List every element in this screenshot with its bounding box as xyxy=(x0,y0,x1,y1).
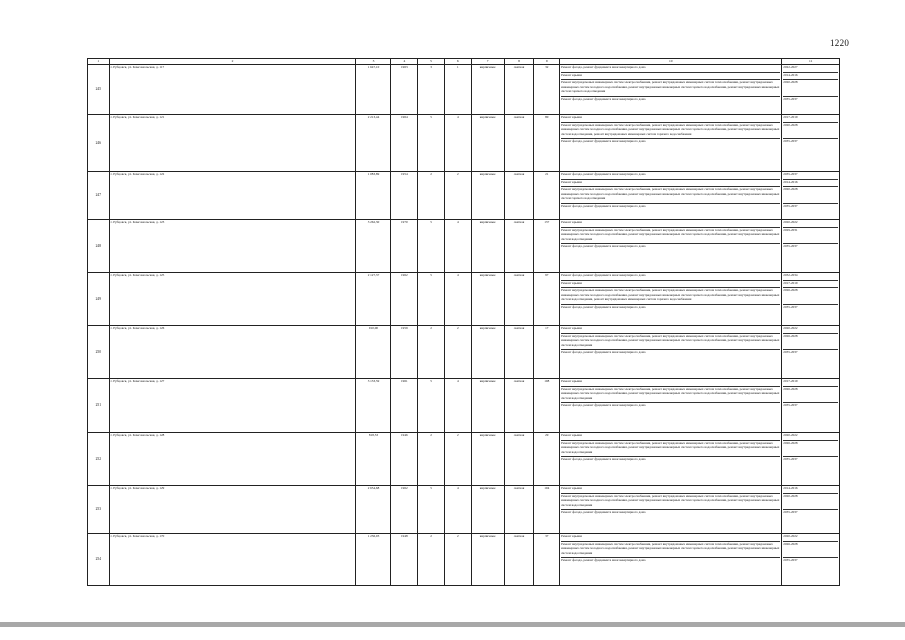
work-item: Ремонт крыши xyxy=(561,534,780,542)
work-item: Ремонт фасада, ремонт фундамента многоквартирного дома xyxy=(561,403,646,407)
work-period: 2029-2031 xyxy=(783,228,838,245)
work-period: 2020-2022 xyxy=(783,433,838,441)
work-period: 2035-2037 xyxy=(783,558,798,562)
work-period: 2035-2037 xyxy=(783,172,838,180)
work-item: Ремонт фасада, ремонт фундамента многоквартирного дома xyxy=(561,65,780,73)
work-period: 2022-2027 xyxy=(783,65,838,73)
entrances-cell: 2 xyxy=(444,534,471,586)
periods-cell xyxy=(782,379,840,433)
wall-material-cell: кирпичные xyxy=(471,433,504,486)
year-cell: 1964 xyxy=(391,115,418,172)
row-number: 253 xyxy=(88,486,110,534)
work-item: Ремонт фасада, ремонт фундамента многоквартирного дома xyxy=(561,244,646,248)
work-item: Ремонт фасада, ремонт фундамента многоквартирного дома xyxy=(561,139,646,143)
works-cell xyxy=(560,379,782,433)
periods-cell xyxy=(782,115,840,172)
table-row xyxy=(88,379,840,433)
address-cell: г. Рубцовск, ул. Комсомольская, д. 127 xyxy=(109,379,356,433)
work-period: 2017-2019 xyxy=(783,115,838,123)
work-period: 2014-2016 xyxy=(783,73,838,81)
work-period: 2020-2028 xyxy=(783,494,838,511)
table-row xyxy=(88,65,840,115)
residents-cell: 37 xyxy=(534,534,560,586)
work-item: Ремонт фасада, ремонт фундамента многоквартирного дома xyxy=(561,304,646,309)
works-cell xyxy=(560,172,782,220)
header-cell: 10 xyxy=(560,59,782,65)
wall-material-cell: кирпичные xyxy=(471,534,504,586)
work-item: Ремонт крыши xyxy=(561,379,780,387)
year-cell: 1954 xyxy=(391,172,418,220)
work-item: Ремонт внутридомовых инженерных систем электроснабжения, ремонт внутридомовых инженерных систем теплоснабжения, ремонт внутридомовых инженерных систем холодного водоснабжения, ремонт внутридомовых инженерных систем горячего водоснабжения, ремонт внутридомовых инженерных систем водоотведения xyxy=(561,441,780,458)
area-cell: 2 654,68 xyxy=(356,486,391,534)
work-item: Ремонт внутридомовых инженерных систем электроснабжения, ремонт внутридомовых инженерных систем теплоснабжения, ремонт внутридомовых инженерных систем холодного водоснабжения, ремонт внутридомовых инженерных систем горячего водоснабжения, ремонт внутридомовых инженерных систем водоотведения xyxy=(561,228,780,245)
work-period: 2035-2037 xyxy=(783,139,798,143)
work-period: 2026-2028 xyxy=(783,441,838,458)
work-item: Ремонт фасада, ремонт фундамента многоквартирного дома xyxy=(561,96,646,101)
scan-bottom-edge xyxy=(0,622,905,627)
address-cell: г. Рубцовск, ул. Комсомольская, д. 125 xyxy=(109,273,356,326)
entrances-cell: 4 xyxy=(444,115,471,172)
year-cell: 1970 xyxy=(391,220,418,273)
wall-material-cell: кирпичные xyxy=(471,486,504,534)
periods-cell xyxy=(782,326,840,379)
floors-cell: 5 xyxy=(418,273,445,326)
work-item: Ремонт крыши xyxy=(561,326,780,334)
address-cell: г. Рубцовск, ул. Комсомольская, д. 117 xyxy=(109,65,356,115)
year-cell: 1963 xyxy=(391,65,418,115)
roof-type-cell: скатная xyxy=(504,273,534,326)
work-item: Ремонт внутридомовых инженерных систем электроснабжения, ремонт внутридомовых инженерных систем теплоснабжения, ремонт внутридомовых инженерных систем холодного водоснабжения, ремонт внутридомовых инженерных систем горячего водоснабжения, ремонт внутридомовых инженерных систем водоотведения, ремонт внутридомовых инженерных систем горячего водоснабжения xyxy=(561,288,780,305)
table-row xyxy=(88,534,840,586)
work-period: 2035-2037 xyxy=(783,304,798,309)
header-cell: 5 xyxy=(418,59,445,65)
work-item: Ремонт внутридомовых инженерных систем электроснабжения, ремонт внутридомовых инженерных систем теплоснабжения, ремонт внутридомовых инженерных систем холодного водоснабжения, ремонт внутридомовых инженерных систем горячего водоснабжения, ремонт внутридомовых инженерных систем водоотведения xyxy=(561,494,780,511)
work-period: 2017-2019 xyxy=(783,379,838,387)
work-period: 2020-2022 xyxy=(783,220,838,228)
work-period: 2026-2028 xyxy=(783,334,838,351)
periods-cell xyxy=(782,65,840,115)
residents-cell: 108 xyxy=(534,379,560,433)
work-item: Ремонт внутридомовых инженерных систем электроснабжения, ремонт внутридомовых инженерных систем теплоснабжения, ремонт внутридомовых инженерных систем холодного водоснабжения, ремонт внутридомовых инженерных систем горячего водоснабжения, ремонт внутридомовых инженерных систем водоотведения xyxy=(561,334,780,351)
work-item: Ремонт внутридомовых инженерных систем электроснабжения, ремонт внутридомовых инженерных систем теплоснабжения, ремонт внутридомовых инженерных систем холодного водоснабжения, ремонт внутридомовых инженерных систем горячего водоснабжения, ремонт внутридомовых инженерных систем водоотведения, ремонт внутридомовых инженерных систем горячего водоснабжения xyxy=(561,123,780,140)
table-row xyxy=(88,220,840,273)
floors-cell: 2 xyxy=(418,172,445,220)
entrances-cell: 2 xyxy=(444,433,471,486)
work-item: Ремонт крыши xyxy=(561,180,780,188)
periods-cell xyxy=(782,433,840,486)
row-number: 251 xyxy=(88,379,110,433)
header-cell: 11 xyxy=(782,59,840,65)
entrances-cell: 4 xyxy=(444,486,471,534)
address-cell: г. Рубцовск, ул. Комсомольская, д. 170 xyxy=(109,534,356,586)
work-item: Ремонт фасада, ремонт фундамента многоквартирного дома xyxy=(561,558,646,562)
entrances-cell: 4 xyxy=(444,220,471,273)
area-cell: 818,53 xyxy=(356,433,391,486)
entrances-cell: 4 xyxy=(444,379,471,433)
table-row xyxy=(88,433,840,486)
work-item: Ремонт внутридомовых инженерных систем электроснабжения, ремонт внутридомовых инженерных систем теплоснабжения, ремонт внутридомовых инженерных систем холодного водоснабжения, ремонт внутридомовых инженерных систем горячего водоснабжения, ремонт внутридомовых инженерных систем водоотведения xyxy=(561,387,780,404)
address-cell: г. Рубцовск, ул. Комсомольская, д. 126 xyxy=(109,326,356,379)
work-item: Ремонт крыши xyxy=(561,73,780,81)
periods-cell xyxy=(782,172,840,220)
periods-cell xyxy=(782,534,840,586)
periods-cell xyxy=(782,486,840,534)
work-period: 2020-2028 xyxy=(783,80,838,97)
area-cell: 3 133,59 xyxy=(356,379,391,433)
row-number: 246 xyxy=(88,115,110,172)
work-item: Ремонт крыши xyxy=(561,433,780,441)
roof-type-cell: скатная xyxy=(504,379,534,433)
works-cell xyxy=(560,326,782,379)
address-cell: г. Рубцовск, ул. Комсомольская, д. 123 xyxy=(109,220,356,273)
works-cell xyxy=(560,65,782,115)
residents-cell: 21 xyxy=(534,172,560,220)
area-cell: 2 127,37 xyxy=(356,273,391,326)
year-cell: 1962 xyxy=(391,486,418,534)
residents-cell: 32 xyxy=(534,65,560,115)
floors-cell: 5 xyxy=(418,115,445,172)
work-period: 2020-2028 xyxy=(783,187,838,204)
floors-cell: 5 xyxy=(418,220,445,273)
roof-type-cell: скатная xyxy=(504,220,534,273)
residents-cell: 137 xyxy=(534,220,560,273)
row-number: 252 xyxy=(88,433,110,486)
header-cell: 7 xyxy=(471,59,504,65)
residents-cell: 97 xyxy=(534,273,560,326)
roof-type-cell: скатная xyxy=(504,115,534,172)
row-number: 248 xyxy=(88,220,110,273)
work-item: Ремонт фасада, ремонт фундамента многоквартирного дома xyxy=(561,203,646,208)
register-table xyxy=(87,58,840,586)
wall-material-cell: кирпичные xyxy=(471,115,504,172)
table-row xyxy=(88,326,840,379)
work-period: 2035-2037 xyxy=(783,96,798,101)
work-period: 2035-2037 xyxy=(783,403,798,407)
work-item: Ремонт фасада, ремонт фундамента многоквартирного дома xyxy=(561,510,646,514)
floors-cell: 2 xyxy=(418,433,445,486)
work-item: Ремонт внутридомовых инженерных систем электроснабжения, ремонт внутридомовых инженерных систем теплоснабжения, ремонт внутридомовых инженерных систем холодного водоснабжения, ремонт внутридомовых инженерных систем горячего водоснабжения, ремонт внутридомовых инженерных систем водоотведения xyxy=(561,542,780,559)
work-item: Ремонт фасада, ремонт фундамента многоквартирного дома xyxy=(561,172,780,180)
address-cell: г. Рубцовск, ул. Комсомольская, д. 122 xyxy=(109,172,356,220)
periods-cell xyxy=(782,220,840,273)
row-number: 250 xyxy=(88,326,110,379)
year-cell: 1959 xyxy=(391,326,418,379)
work-item: Ремонт фасада, ремонт фундамента многоквартирного дома xyxy=(561,350,646,354)
work-period: 2020-2022 xyxy=(783,326,838,334)
periods-cell xyxy=(782,273,840,326)
work-item: Ремонт внутридомовых инженерных систем электроснабжения, ремонт внутридомовых инженерных систем теплоснабжения, ремонт внутридомовых инженерных систем холодного водоснабжения, ремонт внутридомовых инженерных систем горячего водоснабжения, ремонт внутридомовых инженерных систем горячего водоотведения xyxy=(561,80,780,97)
residents-cell: 80 xyxy=(534,115,560,172)
works-cell xyxy=(560,220,782,273)
roof-type-cell: скатная xyxy=(504,65,534,115)
year-cell: 1946 xyxy=(391,433,418,486)
work-item: Ремонт крыши xyxy=(561,115,780,123)
address-cell: г. Рубцовск, ул. Комсомольская, д. 121 xyxy=(109,115,356,172)
row-number: 254 xyxy=(88,534,110,586)
entrances-cell: 2 xyxy=(444,326,471,379)
year-cell: 1948 xyxy=(391,534,418,586)
page-number: 1220 xyxy=(830,38,850,48)
entrances-cell: 4 xyxy=(444,273,471,326)
works-cell xyxy=(560,486,782,534)
address-cell: г. Рубцовск, ул. Комсомольская, д. 129 xyxy=(109,486,356,534)
roof-type-cell: скатная xyxy=(504,172,534,220)
work-period: 2035-2037 xyxy=(783,203,798,208)
area-cell: 1 083,89 xyxy=(356,172,391,220)
year-cell: 1962 xyxy=(391,273,418,326)
area-cell: 1 647,10 xyxy=(356,65,391,115)
table-row xyxy=(88,115,840,172)
roof-type-cell: скатная xyxy=(504,534,534,586)
wall-material-cell: кирпичные xyxy=(471,220,504,273)
floors-cell: 2 xyxy=(418,534,445,586)
work-period: 2020-2028 xyxy=(783,123,838,140)
floors-cell: 5 xyxy=(418,379,445,433)
header-cell: 9 xyxy=(534,59,560,65)
work-period: 2014-2016 xyxy=(783,180,838,188)
header-cell: 4 xyxy=(391,59,418,65)
table-row xyxy=(88,486,840,534)
area-cell: 1 236,03 xyxy=(356,534,391,586)
header-cell: 8 xyxy=(504,59,534,65)
roof-type-cell: скатная xyxy=(504,326,534,379)
work-period: 2035-2037 xyxy=(783,457,798,461)
work-period: 2035-2037 xyxy=(783,350,798,354)
work-period: 2014-2016 xyxy=(783,486,838,494)
year-cell: 1961 xyxy=(391,379,418,433)
residents-cell: 104 xyxy=(534,486,560,534)
work-item: Ремонт крыши xyxy=(561,281,780,289)
area-cell: 910,00 xyxy=(356,326,391,379)
address-cell: г. Рубцовск, ул. Комсомольская, д. 128 xyxy=(109,433,356,486)
work-period: 2035-2037 xyxy=(783,244,798,248)
work-item: Ремонт крыши xyxy=(561,220,780,228)
works-cell xyxy=(560,534,782,586)
entrances-cell: 2 xyxy=(444,172,471,220)
wall-material-cell: кирпичные xyxy=(471,273,504,326)
row-number: 245 xyxy=(88,65,110,115)
header-cell: 2 xyxy=(109,59,356,65)
residents-cell: 29 xyxy=(534,433,560,486)
work-period: 2035-2037 xyxy=(783,510,798,514)
work-period: 2017-2019 xyxy=(783,281,838,289)
floors-cell: 2 xyxy=(418,326,445,379)
work-item: Ремонт крыши xyxy=(561,486,780,494)
wall-material-cell: кирпичные xyxy=(471,326,504,379)
work-period: 2026-2028 xyxy=(783,387,838,404)
work-item: Ремонт фасада, ремонт фундамента многоквартирного дома xyxy=(561,457,646,461)
roof-type-cell: скатная xyxy=(504,433,534,486)
area-cell: 3 262,30 xyxy=(356,220,391,273)
table-row xyxy=(88,172,840,220)
work-item: Ремонт фасада, ремонт фундамента многоквартирного дома xyxy=(561,273,780,281)
wall-material-cell: кирпичные xyxy=(471,172,504,220)
header-cell: 1 xyxy=(88,59,110,65)
works-cell xyxy=(560,433,782,486)
wall-material-cell: кирпичные xyxy=(471,65,504,115)
residents-cell: 17 xyxy=(534,326,560,379)
work-period: 2032-2034 xyxy=(783,273,838,281)
work-period: 2020-2022 xyxy=(783,534,838,542)
header-cell: 3 xyxy=(356,59,391,65)
works-cell xyxy=(560,115,782,172)
header-cell: 6 xyxy=(444,59,471,65)
floors-cell: 3 xyxy=(418,65,445,115)
work-period: 2026-2028 xyxy=(783,288,838,305)
row-number: 249 xyxy=(88,273,110,326)
row-number: 247 xyxy=(88,172,110,220)
roof-type-cell: скатная xyxy=(504,486,534,534)
wall-material-cell: кирпичные xyxy=(471,379,504,433)
area-cell: 2 213,44 xyxy=(356,115,391,172)
works-cell xyxy=(560,273,782,326)
work-item: Ремонт внутридомовых инженерных систем электроснабжения, ремонт внутридомовых инженерных систем теплоснабжения, ремонт внутридомовых инженерных систем холодного водоснабжения, ремонт внутридомовых инженерных систем горячего водоснабжения, ремонт внутридомовых инженерных систем горячего водоотведения xyxy=(561,187,780,204)
floors-cell: 5 xyxy=(418,486,445,534)
table-row xyxy=(88,273,840,326)
entrances-cell: 1 xyxy=(444,65,471,115)
work-period: 2026-2028 xyxy=(783,542,838,559)
